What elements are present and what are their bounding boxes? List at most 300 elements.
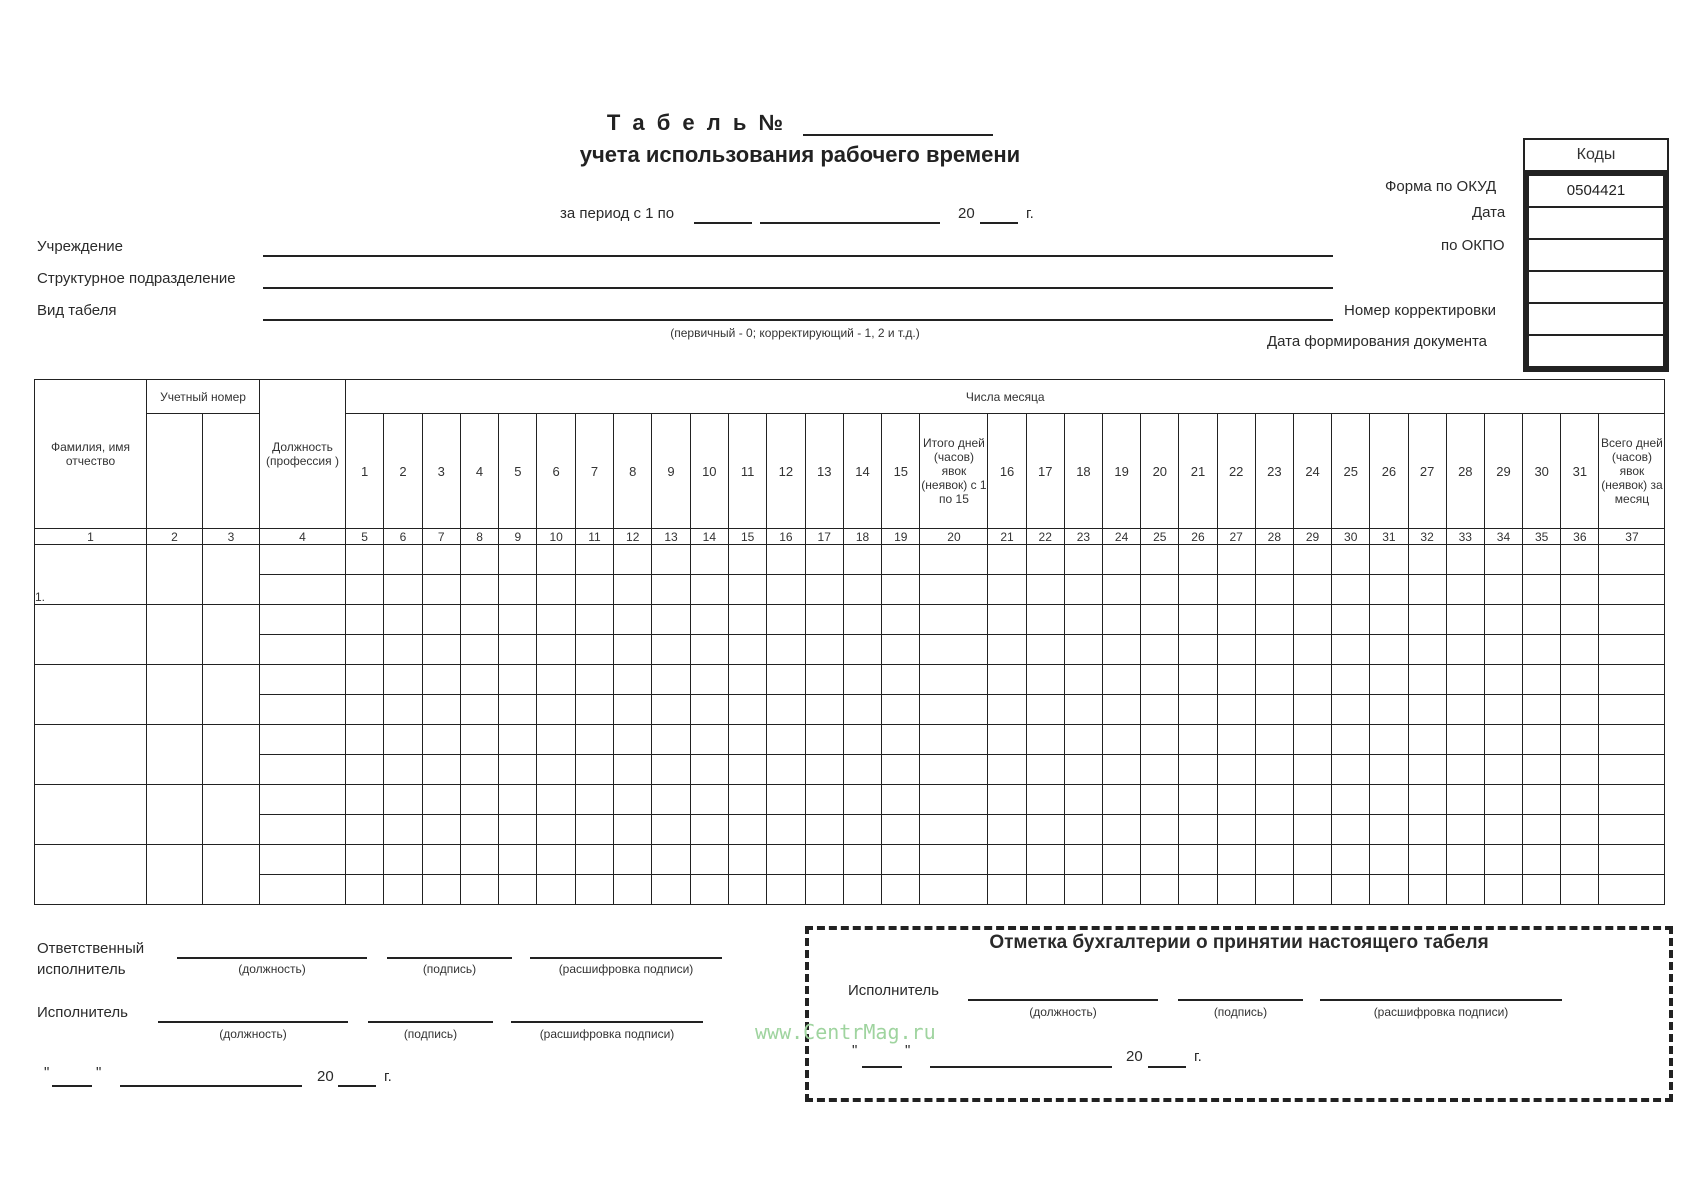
- timesheet-cell[interactable]: [384, 545, 422, 575]
- timesheet-cell[interactable]: [614, 755, 652, 785]
- timesheet-cell[interactable]: [1179, 605, 1217, 635]
- timesheet-cell[interactable]: [1293, 695, 1331, 725]
- timesheet-cell[interactable]: [1332, 845, 1370, 875]
- timesheet-cell[interactable]: [1141, 785, 1179, 815]
- timesheet-cell[interactable]: [1599, 755, 1665, 785]
- timesheet-cell[interactable]: [1561, 575, 1599, 605]
- timesheet-cell[interactable]: [1332, 665, 1370, 695]
- account-number-cell[interactable]: [203, 665, 260, 725]
- timesheet-cell[interactable]: [1064, 635, 1102, 665]
- timesheet-cell[interactable]: [422, 635, 460, 665]
- timesheet-cell[interactable]: [1293, 575, 1331, 605]
- timesheet-cell[interactable]: [1561, 635, 1599, 665]
- timesheet-cell[interactable]: [460, 545, 498, 575]
- timesheet-cell[interactable]: [988, 605, 1026, 635]
- timesheet-cell[interactable]: [614, 785, 652, 815]
- employee-name-cell[interactable]: [35, 665, 147, 725]
- accounting-signature-field[interactable]: [1178, 999, 1303, 1001]
- period-month-field[interactable]: [760, 222, 940, 224]
- timesheet-cell[interactable]: [843, 665, 881, 695]
- timesheet-cell[interactable]: [1484, 665, 1522, 695]
- timesheet-cell[interactable]: [499, 575, 537, 605]
- executor-decode-field[interactable]: [511, 1021, 703, 1023]
- timesheet-cell[interactable]: [843, 815, 881, 845]
- timesheet-cell[interactable]: [1561, 725, 1599, 755]
- timesheet-cell[interactable]: [460, 665, 498, 695]
- timesheet-cell[interactable]: [1103, 605, 1141, 635]
- timesheet-cell[interactable]: [1332, 755, 1370, 785]
- timesheet-cell[interactable]: [1332, 725, 1370, 755]
- timesheet-cell[interactable]: [805, 875, 843, 905]
- timesheet-cell[interactable]: [1370, 755, 1408, 785]
- timesheet-cell[interactable]: [1446, 605, 1484, 635]
- employee-name-cell[interactable]: [35, 545, 147, 605]
- timesheet-cell[interactable]: [1026, 695, 1064, 725]
- timesheet-cell[interactable]: [690, 575, 728, 605]
- timesheet-cell[interactable]: [1217, 545, 1255, 575]
- timesheet-cell[interactable]: [575, 755, 613, 785]
- timesheet-cell[interactable]: [575, 875, 613, 905]
- timesheet-cell[interactable]: [1026, 545, 1064, 575]
- timesheet-cell[interactable]: [1370, 575, 1408, 605]
- timesheet-cell[interactable]: [460, 845, 498, 875]
- timesheet-cell[interactable]: [499, 665, 537, 695]
- timesheet-cell[interactable]: [882, 575, 920, 605]
- timesheet-cell[interactable]: [1064, 605, 1102, 635]
- timesheet-cell[interactable]: [1408, 785, 1446, 815]
- timesheet-cell[interactable]: [843, 635, 881, 665]
- timesheet-cell[interactable]: [614, 725, 652, 755]
- timesheet-cell[interactable]: [1484, 575, 1522, 605]
- timesheet-cell[interactable]: [805, 635, 843, 665]
- timesheet-cell[interactable]: [384, 815, 422, 845]
- timesheet-cell[interactable]: [843, 575, 881, 605]
- timesheet-cell[interactable]: [1408, 845, 1446, 875]
- timesheet-cell[interactable]: [1408, 695, 1446, 725]
- timesheet-cell[interactable]: [1179, 695, 1217, 725]
- timesheet-cell[interactable]: [805, 545, 843, 575]
- timesheet-cell[interactable]: [1408, 635, 1446, 665]
- timesheet-cell[interactable]: [1064, 545, 1102, 575]
- timesheet-cell[interactable]: [843, 695, 881, 725]
- timesheet-cell[interactable]: [652, 725, 690, 755]
- timesheet-cell[interactable]: [1332, 695, 1370, 725]
- okpo-code-field[interactable]: [1528, 239, 1664, 271]
- timesheet-cell[interactable]: [1255, 575, 1293, 605]
- timesheet-cell[interactable]: [920, 575, 988, 605]
- timesheet-cell[interactable]: [805, 845, 843, 875]
- timesheet-cell[interactable]: [843, 545, 881, 575]
- timesheet-cell[interactable]: [843, 845, 881, 875]
- timesheet-cell[interactable]: [1217, 725, 1255, 755]
- timesheet-cell[interactable]: [346, 875, 384, 905]
- timesheet-cell[interactable]: [1370, 605, 1408, 635]
- timesheet-cell[interactable]: [1523, 845, 1561, 875]
- timesheet-cell[interactable]: [1026, 575, 1064, 605]
- timesheet-cell[interactable]: [499, 785, 537, 815]
- employee-name-cell[interactable]: [35, 605, 147, 665]
- timesheet-cell[interactable]: [988, 635, 1026, 665]
- timesheet-cell[interactable]: [1293, 845, 1331, 875]
- timesheet-cell[interactable]: [384, 695, 422, 725]
- timesheet-cell[interactable]: [728, 545, 766, 575]
- timesheet-cell[interactable]: [920, 815, 988, 845]
- timesheet-cell[interactable]: [384, 845, 422, 875]
- timesheet-cell[interactable]: [422, 845, 460, 875]
- timesheet-cell[interactable]: [1293, 635, 1331, 665]
- period-year-field[interactable]: [980, 222, 1018, 224]
- timesheet-cell[interactable]: [346, 695, 384, 725]
- timesheet-cell[interactable]: [460, 605, 498, 635]
- timesheet-cell[interactable]: [988, 695, 1026, 725]
- timesheet-cell[interactable]: [537, 665, 575, 695]
- timesheet-cell[interactable]: [1523, 815, 1561, 845]
- employee-name-cell[interactable]: [35, 845, 147, 905]
- timesheet-cell[interactable]: [1561, 845, 1599, 875]
- timesheet-cell[interactable]: [614, 575, 652, 605]
- timesheet-cell[interactable]: [1599, 725, 1665, 755]
- timesheet-cell[interactable]: [1179, 815, 1217, 845]
- timesheet-cell[interactable]: [260, 665, 346, 695]
- account-number-cell[interactable]: [203, 545, 260, 605]
- timesheet-cell[interactable]: [346, 545, 384, 575]
- timesheet-cell[interactable]: [1332, 635, 1370, 665]
- timesheet-cell[interactable]: [920, 605, 988, 635]
- timesheet-cell[interactable]: [1446, 875, 1484, 905]
- timesheet-cell[interactable]: [652, 875, 690, 905]
- timesheet-cell[interactable]: [1255, 695, 1293, 725]
- timesheet-cell[interactable]: [690, 695, 728, 725]
- timesheet-cell[interactable]: [1370, 875, 1408, 905]
- timesheet-cell[interactable]: [1103, 755, 1141, 785]
- timesheet-cell[interactable]: [1026, 605, 1064, 635]
- timesheet-cell[interactable]: [767, 695, 805, 725]
- timesheet-cell[interactable]: [690, 545, 728, 575]
- timesheet-cell[interactable]: [843, 755, 881, 785]
- timesheet-cell[interactable]: [1026, 845, 1064, 875]
- timesheet-cell[interactable]: [1141, 755, 1179, 785]
- timesheet-cell[interactable]: [1103, 695, 1141, 725]
- account-number-cell[interactable]: [203, 605, 260, 665]
- timesheet-cell[interactable]: [1370, 815, 1408, 845]
- timesheet-cell[interactable]: [1599, 785, 1665, 815]
- employee-name-cell[interactable]: [35, 725, 147, 785]
- timesheet-cell[interactable]: [575, 725, 613, 755]
- timesheet-cell[interactable]: [537, 875, 575, 905]
- timesheet-cell[interactable]: [988, 875, 1026, 905]
- timesheet-cell[interactable]: [920, 785, 988, 815]
- timesheet-cell[interactable]: [1370, 845, 1408, 875]
- timesheet-cell[interactable]: [1332, 875, 1370, 905]
- timesheet-cell[interactable]: [1179, 665, 1217, 695]
- timesheet-cell[interactable]: [652, 635, 690, 665]
- timesheet-cell[interactable]: [499, 845, 537, 875]
- timesheet-cell[interactable]: [1484, 875, 1522, 905]
- timesheet-cell[interactable]: [1064, 845, 1102, 875]
- timesheet-cell[interactable]: [1332, 785, 1370, 815]
- timesheet-cell[interactable]: [1255, 545, 1293, 575]
- accounting-month-field[interactable]: [930, 1066, 1112, 1068]
- responsible-decode-field[interactable]: [530, 957, 722, 959]
- timesheet-cell[interactable]: [260, 845, 346, 875]
- timesheet-cell[interactable]: [1370, 545, 1408, 575]
- timesheet-cell[interactable]: [728, 695, 766, 725]
- timesheet-cell[interactable]: [690, 845, 728, 875]
- timesheet-cell[interactable]: [260, 635, 346, 665]
- timesheet-cell[interactable]: [728, 755, 766, 785]
- timesheet-cell[interactable]: [1103, 845, 1141, 875]
- timesheet-cell[interactable]: [1370, 785, 1408, 815]
- timesheet-cell[interactable]: [1064, 725, 1102, 755]
- timesheet-cell[interactable]: [1446, 815, 1484, 845]
- timesheet-cell[interactable]: [1255, 725, 1293, 755]
- timesheet-cell[interactable]: [1561, 605, 1599, 635]
- timesheet-cell[interactable]: [1484, 695, 1522, 725]
- timesheet-cell[interactable]: [1293, 815, 1331, 845]
- timesheet-cell[interactable]: [988, 725, 1026, 755]
- timesheet-cell[interactable]: [346, 605, 384, 635]
- timesheet-cell[interactable]: [1293, 605, 1331, 635]
- timesheet-cell[interactable]: [690, 755, 728, 785]
- timesheet-cell[interactable]: [805, 665, 843, 695]
- timesheet-cell[interactable]: [575, 635, 613, 665]
- timesheet-cell[interactable]: [1217, 755, 1255, 785]
- timesheet-cell[interactable]: [575, 815, 613, 845]
- timesheet-cell[interactable]: [652, 785, 690, 815]
- timesheet-cell[interactable]: [652, 815, 690, 845]
- accounting-day-field[interactable]: [862, 1066, 902, 1068]
- account-number-cell[interactable]: [147, 545, 203, 605]
- timesheet-cell[interactable]: [537, 575, 575, 605]
- timesheet-cell[interactable]: [1561, 545, 1599, 575]
- timesheet-cell[interactable]: [1026, 665, 1064, 695]
- timesheet-cell[interactable]: [805, 755, 843, 785]
- account-number-cell[interactable]: [147, 785, 203, 845]
- timesheet-cell[interactable]: [728, 635, 766, 665]
- timesheet-cell[interactable]: [1446, 575, 1484, 605]
- timesheet-cell[interactable]: [1523, 575, 1561, 605]
- timesheet-cell[interactable]: [1446, 665, 1484, 695]
- timesheet-cell[interactable]: [1141, 725, 1179, 755]
- timesheet-cell[interactable]: [767, 545, 805, 575]
- timesheet-cell[interactable]: [537, 815, 575, 845]
- timesheet-cell[interactable]: [614, 815, 652, 845]
- timesheet-cell[interactable]: [805, 695, 843, 725]
- timesheet-cell[interactable]: [1141, 635, 1179, 665]
- timesheet-cell[interactable]: [1523, 695, 1561, 725]
- timesheet-cell[interactable]: [882, 635, 920, 665]
- timesheet-cell[interactable]: [575, 545, 613, 575]
- timesheet-cell[interactable]: [1599, 665, 1665, 695]
- timesheet-cell[interactable]: [1026, 635, 1064, 665]
- timesheet-cell[interactable]: [1255, 845, 1293, 875]
- timesheet-cell[interactable]: [1179, 635, 1217, 665]
- timesheet-cell[interactable]: [260, 785, 346, 815]
- timesheet-cell[interactable]: [882, 605, 920, 635]
- timesheet-cell[interactable]: [422, 575, 460, 605]
- timesheet-cell[interactable]: [920, 755, 988, 785]
- timesheet-cell[interactable]: [1026, 755, 1064, 785]
- timesheet-cell[interactable]: [1217, 845, 1255, 875]
- timesheet-cell[interactable]: [499, 545, 537, 575]
- timesheet-cell[interactable]: [1599, 545, 1665, 575]
- timesheet-cell[interactable]: [260, 875, 346, 905]
- timesheet-cell[interactable]: [690, 725, 728, 755]
- timesheet-cell[interactable]: [1599, 815, 1665, 845]
- timesheet-cell[interactable]: [614, 695, 652, 725]
- timesheet-cell[interactable]: [1217, 665, 1255, 695]
- timesheet-cell[interactable]: [499, 635, 537, 665]
- timesheet-cell[interactable]: [1255, 755, 1293, 785]
- timesheet-cell[interactable]: [422, 875, 460, 905]
- timesheet-cell[interactable]: [1370, 665, 1408, 695]
- timesheet-cell[interactable]: [1370, 635, 1408, 665]
- timesheet-cell[interactable]: [499, 755, 537, 785]
- timesheet-cell[interactable]: [920, 845, 988, 875]
- timesheet-cell[interactable]: [1217, 815, 1255, 845]
- timesheet-cell[interactable]: [1255, 785, 1293, 815]
- timesheet-cell[interactable]: [767, 605, 805, 635]
- timesheet-cell[interactable]: [575, 845, 613, 875]
- timesheet-cell[interactable]: [346, 785, 384, 815]
- timesheet-cell[interactable]: [805, 575, 843, 605]
- timesheet-cell[interactable]: [767, 665, 805, 695]
- timesheet-cell[interactable]: [1484, 845, 1522, 875]
- timesheet-cell[interactable]: [690, 785, 728, 815]
- timesheet-cell[interactable]: [1217, 875, 1255, 905]
- timesheet-cell[interactable]: [767, 875, 805, 905]
- timesheet-cell[interactable]: [1484, 785, 1522, 815]
- timesheet-cell[interactable]: [422, 785, 460, 815]
- division-field[interactable]: [263, 287, 1333, 289]
- timesheet-cell[interactable]: [1561, 815, 1599, 845]
- timesheet-cell[interactable]: [1217, 785, 1255, 815]
- timesheet-cell[interactable]: [690, 605, 728, 635]
- timesheet-cell[interactable]: [1141, 665, 1179, 695]
- timesheet-cell[interactable]: [652, 545, 690, 575]
- timesheet-cell[interactable]: [614, 605, 652, 635]
- timesheet-cell[interactable]: [1332, 545, 1370, 575]
- timesheet-cell[interactable]: [767, 575, 805, 605]
- type-field[interactable]: [263, 319, 1333, 321]
- timesheet-cell[interactable]: [805, 815, 843, 845]
- timesheet-cell[interactable]: [537, 845, 575, 875]
- timesheet-cell[interactable]: [690, 815, 728, 845]
- timesheet-cell[interactable]: [1026, 725, 1064, 755]
- timesheet-cell[interactable]: [1064, 665, 1102, 695]
- timesheet-cell[interactable]: [260, 815, 346, 845]
- executor-signature-field[interactable]: [368, 1021, 493, 1023]
- timesheet-cell[interactable]: [805, 605, 843, 635]
- timesheet-cell[interactable]: [460, 815, 498, 845]
- timesheet-cell[interactable]: [652, 845, 690, 875]
- timesheet-cell[interactable]: [422, 545, 460, 575]
- timesheet-cell[interactable]: [843, 875, 881, 905]
- timesheet-cell[interactable]: [1217, 635, 1255, 665]
- timesheet-cell[interactable]: [1446, 635, 1484, 665]
- timesheet-cell[interactable]: [460, 575, 498, 605]
- timesheet-cell[interactable]: [384, 875, 422, 905]
- account-number-cell[interactable]: [147, 605, 203, 665]
- timesheet-cell[interactable]: [1255, 605, 1293, 635]
- timesheet-cell[interactable]: [1484, 725, 1522, 755]
- timesheet-cell[interactable]: [575, 785, 613, 815]
- timesheet-cell[interactable]: [1064, 755, 1102, 785]
- period-day-field[interactable]: [694, 222, 752, 224]
- timesheet-cell[interactable]: [1561, 695, 1599, 725]
- timesheet-cell[interactable]: [260, 695, 346, 725]
- timesheet-cell[interactable]: [1446, 785, 1484, 815]
- timesheet-cell[interactable]: [384, 605, 422, 635]
- timesheet-cell[interactable]: [1255, 665, 1293, 695]
- timesheet-cell[interactable]: [1255, 815, 1293, 845]
- timesheet-cell[interactable]: [920, 665, 988, 695]
- timesheet-cell[interactable]: [499, 875, 537, 905]
- timesheet-cell[interactable]: [1293, 875, 1331, 905]
- timesheet-cell[interactable]: [1064, 815, 1102, 845]
- timesheet-cell[interactable]: [346, 845, 384, 875]
- timesheet-cell[interactable]: [537, 755, 575, 785]
- timesheet-cell[interactable]: [1408, 665, 1446, 695]
- timesheet-cell[interactable]: [1026, 875, 1064, 905]
- timesheet-cell[interactable]: [1523, 725, 1561, 755]
- timesheet-cell[interactable]: [499, 695, 537, 725]
- timesheet-cell[interactable]: [728, 605, 766, 635]
- timesheet-cell[interactable]: [882, 725, 920, 755]
- timesheet-cell[interactable]: [1179, 725, 1217, 755]
- timesheet-cell[interactable]: [882, 695, 920, 725]
- timesheet-cell[interactable]: [346, 755, 384, 785]
- timesheet-cell[interactable]: [1064, 695, 1102, 725]
- timesheet-cell[interactable]: [767, 785, 805, 815]
- correction-code-field[interactable]: [1528, 303, 1664, 335]
- timesheet-cell[interactable]: [1599, 875, 1665, 905]
- timesheet-cell[interactable]: [384, 725, 422, 755]
- timesheet-cell[interactable]: [920, 725, 988, 755]
- timesheet-cell[interactable]: [843, 725, 881, 755]
- account-number-cell[interactable]: [147, 845, 203, 905]
- timesheet-cell[interactable]: [346, 815, 384, 845]
- timesheet-cell[interactable]: [1217, 575, 1255, 605]
- timesheet-cell[interactable]: [1446, 725, 1484, 755]
- timesheet-cell[interactable]: [1408, 575, 1446, 605]
- timesheet-cell[interactable]: [460, 755, 498, 785]
- timesheet-cell[interactable]: [1179, 545, 1217, 575]
- timesheet-cell[interactable]: [1141, 575, 1179, 605]
- timesheet-cell[interactable]: [1408, 605, 1446, 635]
- timesheet-cell[interactable]: [728, 845, 766, 875]
- timesheet-cell[interactable]: [728, 575, 766, 605]
- timesheet-cell[interactable]: [728, 725, 766, 755]
- timesheet-cell[interactable]: [1103, 785, 1141, 815]
- timesheet-cell[interactable]: [537, 785, 575, 815]
- timesheet-cell[interactable]: [767, 815, 805, 845]
- timesheet-cell[interactable]: [1561, 875, 1599, 905]
- timesheet-cell[interactable]: [1179, 845, 1217, 875]
- timesheet-cell[interactable]: [988, 755, 1026, 785]
- timesheet-cell[interactable]: [1064, 575, 1102, 605]
- timesheet-cell[interactable]: [1599, 695, 1665, 725]
- timesheet-cell[interactable]: [1293, 785, 1331, 815]
- timesheet-cell[interactable]: [843, 605, 881, 635]
- timesheet-cell[interactable]: [346, 635, 384, 665]
- timesheet-cell[interactable]: [1026, 815, 1064, 845]
- timesheet-cell[interactable]: [1370, 725, 1408, 755]
- timesheet-cell[interactable]: [1255, 635, 1293, 665]
- timesheet-cell[interactable]: [882, 665, 920, 695]
- timesheet-cell[interactable]: [652, 695, 690, 725]
- timesheet-cell[interactable]: [920, 635, 988, 665]
